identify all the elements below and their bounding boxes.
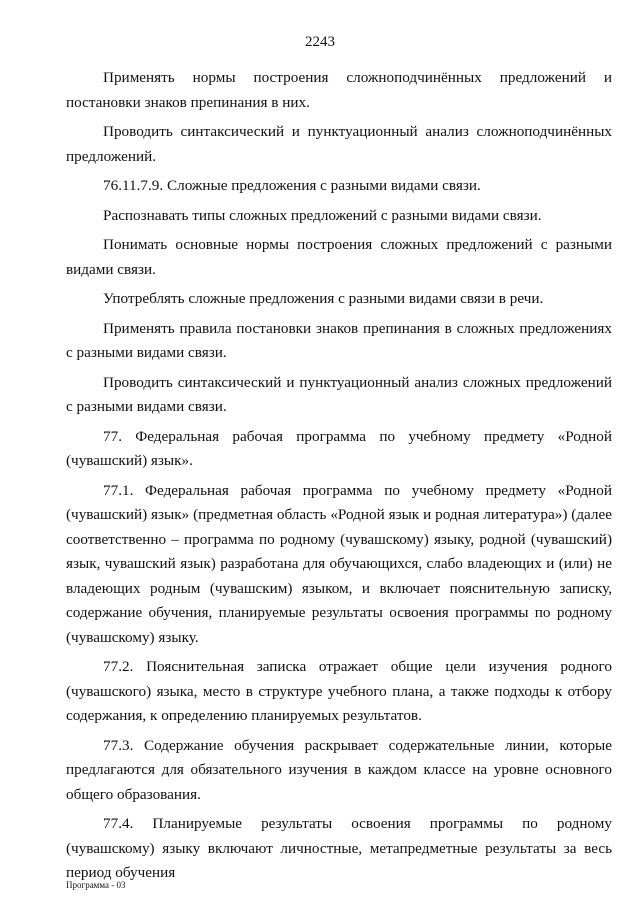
- paragraph: Понимать основные нормы построения сложных предложений с разными видами связи.: [66, 236, 612, 278]
- footer-label: Программа - 03: [66, 880, 126, 890]
- paragraph: 77.4. Планируемые результаты освоения программы по родному (чувашскому) языку включают личностные, метапредметные результаты за весь период обучения: [66, 815, 612, 881]
- section-heading: 76.11.7.9. Сложные предложения с разными видами связи.: [103, 177, 481, 194]
- paragraph: Распознавать типы сложных предложений с разными видами связи.: [103, 206, 542, 224]
- paragraph: Применять нормы построения сложноподчинённых предложений и постановки знаков препинания в них.: [66, 69, 612, 111]
- section-heading: 77. Федеральная рабочая программа по учебному предмету «Родной (чувашский) язык».: [66, 427, 612, 469]
- paragraph: Применять правила постановки знаков препинания в сложных предложениях с разными видами связи.: [66, 319, 612, 361]
- paragraph: Проводить синтаксический и пунктуационный анализ сложных предложений с разными видами связи.: [66, 373, 612, 415]
- paragraph: Употреблять сложные предложения с разными видами связи в речи.: [103, 290, 544, 307]
- document-body: [66, 66, 612, 891]
- paragraph: 77.1. Федеральная рабочая программа по учебному предмету «Родной (чувашский) язык» (предметная область «Родной язык и родная литература») (далее соответственно – программа по родному (чувашскому) языку, родной (чувашский) язык, чувашский язык) разработана для обучающихся, слабо владеющих и (или) не владеющих родным (чувашским) языком, и включает пояснительную записку, содержание обучения, планируемые результаты освоения программы по родному (чувашскому) языку.: [66, 481, 612, 646]
- paragraph: Проводить синтаксический и пунктуационный анализ сложноподчинённых предложений.: [66, 123, 612, 165]
- paragraph: 77.3. Содержание обучения раскрывает содержательные линии, которые предлагаются для обязательного изучения в каждом классе на уровне основного общего образования.: [66, 736, 612, 803]
- page-number: 2243: [305, 34, 335, 50]
- paragraph: 77.2. Пояснительная записка отражает общие цели изучения родного (чувашского) языка, место в структуре учебного плана, а также подходы к отбору содержания, к определению планируемых результатов.: [66, 658, 612, 724]
